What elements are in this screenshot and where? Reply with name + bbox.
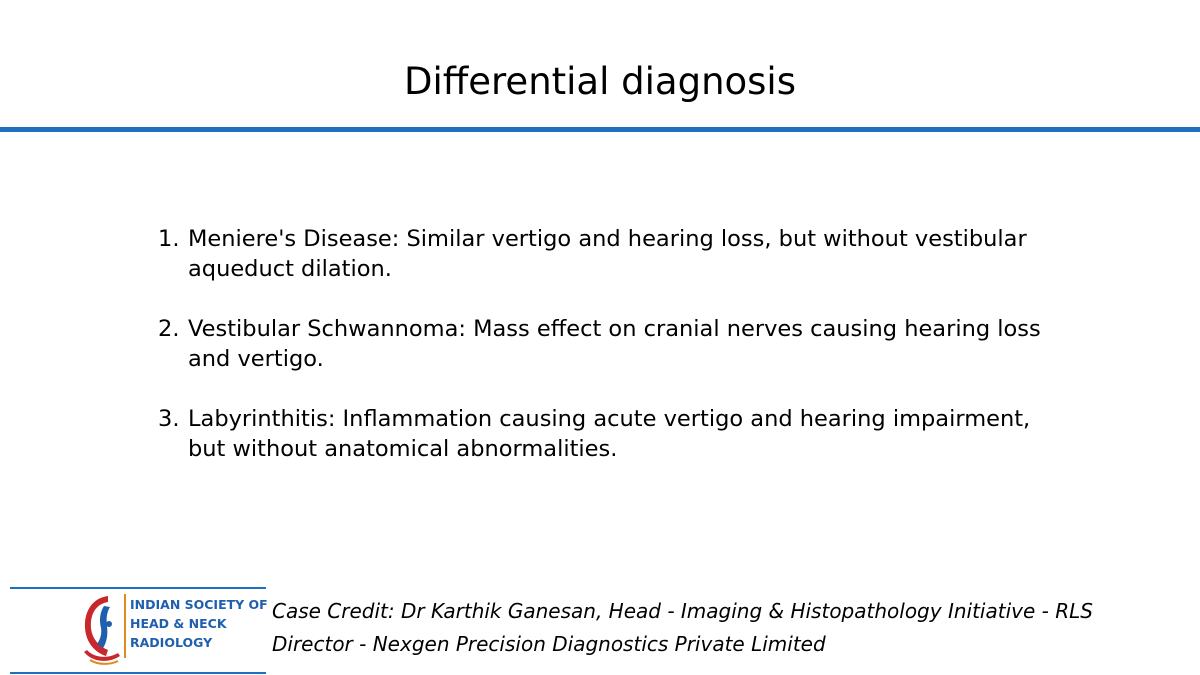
list-item [158,404,1058,464]
item-description: : Mass effect on cranial nerves causing hearing loss and vertigo. [188,316,1041,372]
credit-line: Director - Nexgen Precision Diagnostics Private Limited [272,632,826,656]
title-underline [0,127,1200,132]
item-description: : Inflammation causing acute vertigo and hearing impairment, but without anatomical abnormalities. [188,406,1031,462]
logo-line: HEAD & NECK [130,616,227,631]
logo-line: RADIOLOGY [130,635,213,650]
logo-line: INDIAN SOCIETY OF [130,597,268,612]
slide-title: Differential diagnosis [404,60,796,103]
differential-list [158,224,1058,494]
footer-rule-bottom [10,672,266,674]
item-term: Labyrinthitis [188,406,328,432]
item-number: 1. [158,226,180,252]
item-term: Meniere's Disease [188,226,392,252]
list-item [158,224,1058,284]
list-item [158,314,1058,374]
credit-line: Case Credit: Dr Karthik Ganesan, Head - Imaging & Histopathology Initiative - RLS [272,599,1093,623]
case-credit [272,595,1093,661]
logo-text [130,595,268,652]
society-logo [78,588,268,670]
item-term: Vestibular Schwannoma [188,316,459,342]
head-neck-emblem-icon [78,590,124,666]
item-number: 3. [158,406,180,432]
item-description: : Similar vertigo and hearing loss, but without vestibular aqueduct dilation. [188,226,1027,282]
item-number: 2. [158,316,180,342]
logo-divider [124,594,126,658]
